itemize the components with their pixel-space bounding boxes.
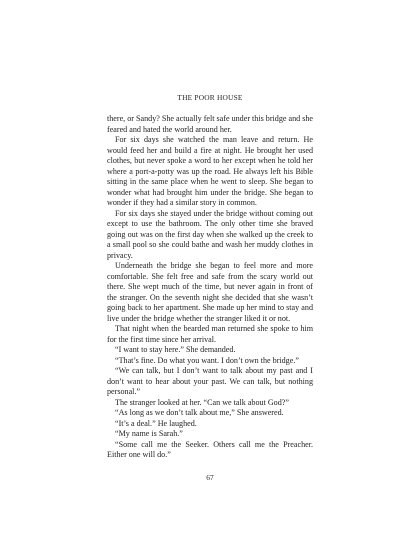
paragraph-3: For six days she stayed under the bridge without coming out except to use the bathroom. The only other time she braved going out was on the first day when she walked up the creek to a small pool so she could bathe and wash her muddy clothes in privacy. [107, 208, 313, 260]
paragraph-9: The stranger looked at her. “Can we talk about God?” [115, 397, 289, 407]
paragraph-6: “I want to stay here.” She demanded. [115, 345, 236, 354]
page-number: 67 [206, 473, 214, 482]
paragraph-4: Underneath the bridge she began to feel more and more comfortable. She felt free and safe from the scary world out there. She wept much of the time, but never again in front of the stranger. On the seventh night she decided that she wasn’t going back to her apartment. She made up her mind to stay and live under the bridge whether the stranger liked it or not. [107, 261, 313, 323]
paragraph-2: For six days she watched the man leave and return. He would feed her and build a fire at night. He brought her used clothes, but never spoke a word to her except when he told her where a port-a-potty was up the road. He always left his Bible sitting in the same place when he went to sleep. She began to wonder what had brought him under the bridge. She began to wonder if they had a similar story in common. [107, 135, 313, 207]
paragraph-1: there, or Sandy? She actually felt safe under this bridge and she feared and hated the world around her. [107, 114, 313, 134]
paragraph-8: “We can talk, but I don’t want to talk about my past and I don’t want to hear about your past. We can talk, but nothing personal.” [107, 366, 313, 396]
paragraph-13: “Some call me the Seeker. Others call me the Preacher. Either one will do.” [107, 439, 313, 459]
paragraph-12: “My name is Sarah.” [115, 429, 183, 438]
paragraph-10: “As long as we don’t talk about me,” She answered. [115, 408, 284, 417]
paragraph-7: “That’s fine. Do what you want. I don’t own the bridge.” [115, 355, 299, 365]
running-head: THE POOR HOUSE [177, 93, 243, 102]
paragraph-11: “It’s a deal.” He laughed. [115, 418, 197, 428]
paragraph-5: That night when the bearded man returned she spoke to him for the first time since her arrival. [107, 324, 313, 344]
body-text [107, 114, 313, 461]
